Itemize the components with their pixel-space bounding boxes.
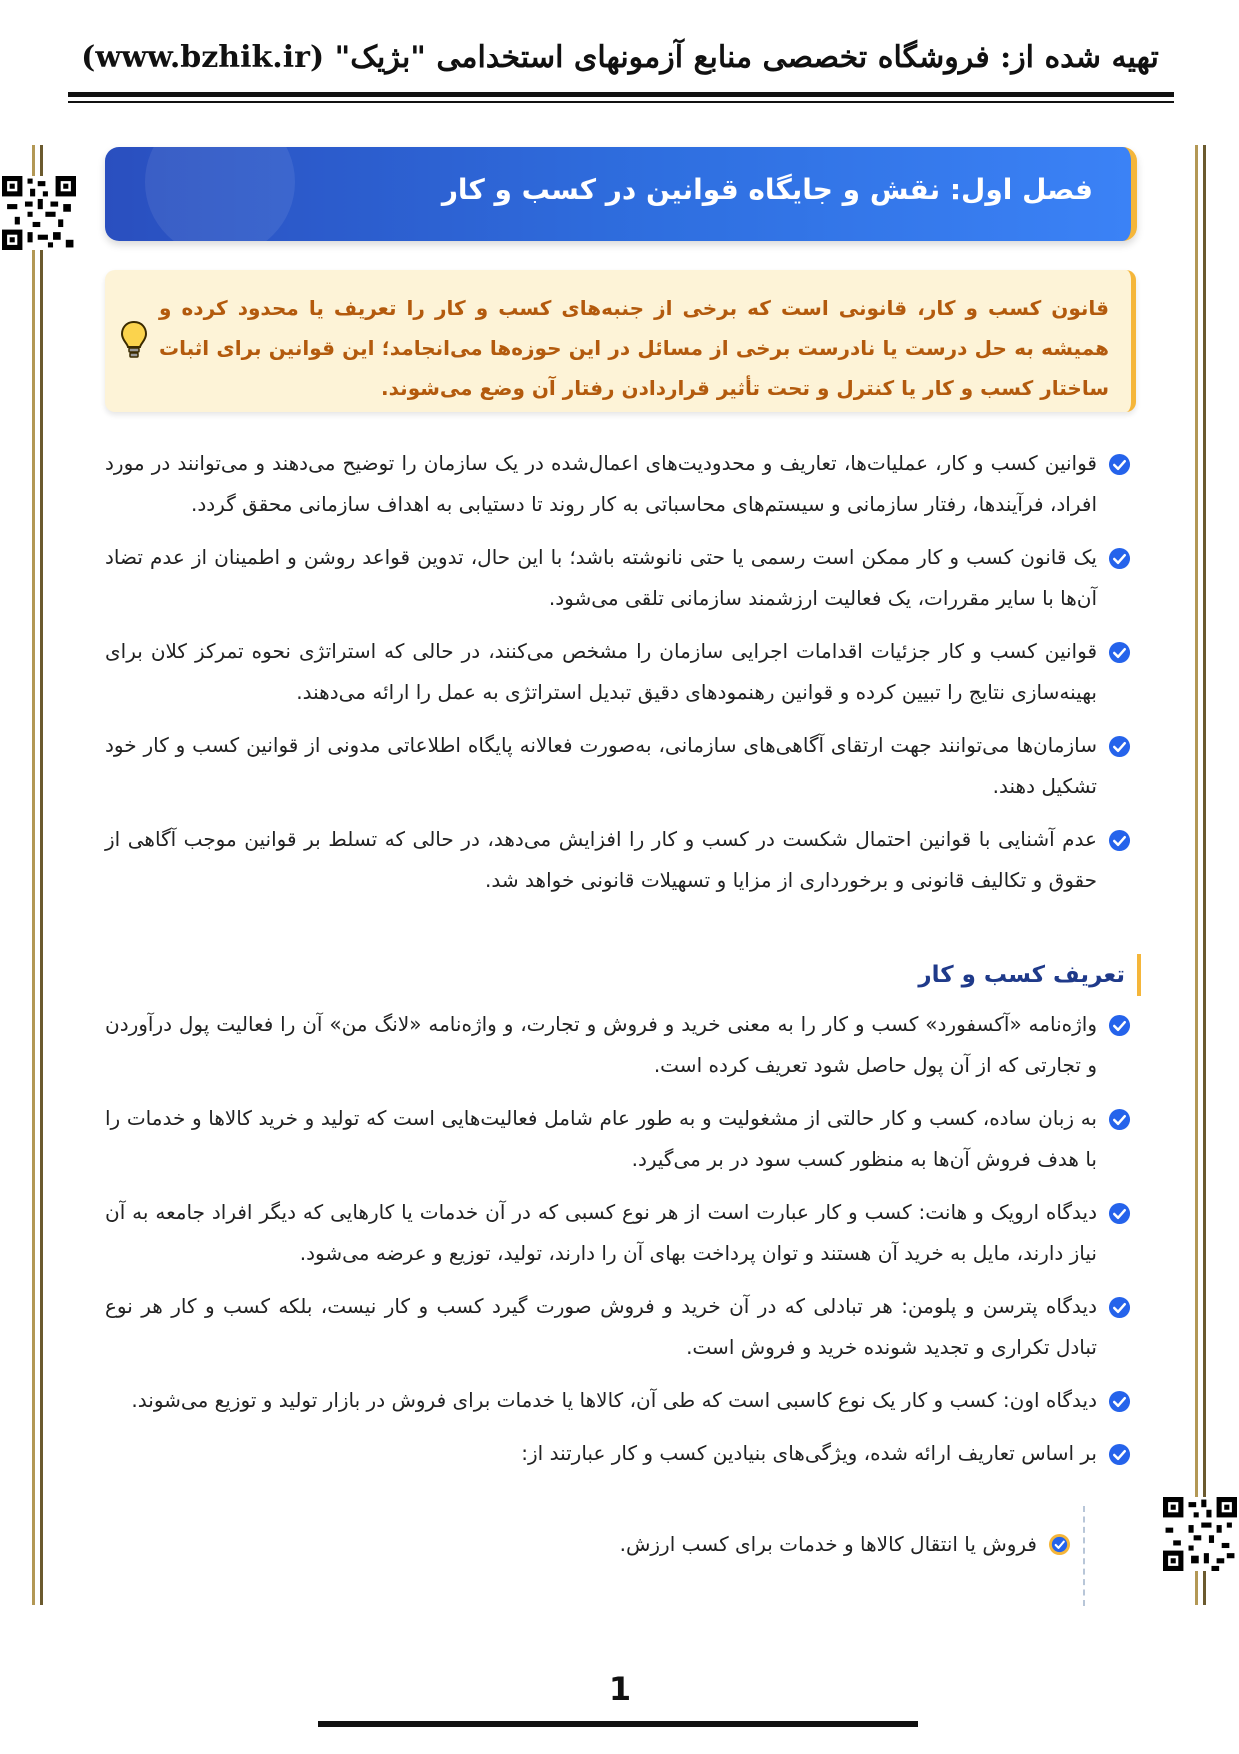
- list-item: [105, 1004, 1131, 1086]
- qr-code-icon: [1163, 1497, 1237, 1571]
- list-item-text: واژه‌نامه «آکسفورد» کسب و کار را به معنی خرید و فروش و تجارت، و واژه‌نامه «لانگ من» آن را فعالیت پول درآوردن و تجارتی که از آن پول حاصل شود تعریف کرده است.: [105, 1012, 1097, 1077]
- intro-bullet-list: [105, 443, 1131, 913]
- check-circle-icon: [1108, 1202, 1131, 1225]
- list-item-text: بر اساس تعاریف ارائه شده، ویژگی‌های بنیادین کسب و کار عبارتند از:: [521, 1441, 1097, 1465]
- list-item-text: دیدگاه اون: کسب و کار یک نوع کاسبی است که طی آن، کالاها یا خدمات برای فروش در بازار تولید و توزیع می‌شوند.: [131, 1388, 1097, 1412]
- sub-list-guide-line: [1083, 1506, 1085, 1606]
- note-callout: [105, 270, 1136, 412]
- check-circle-icon: [1108, 1014, 1131, 1037]
- check-circle-icon: [1108, 829, 1131, 852]
- list-item-text: به زبان ساده، کسب و کار حالتی از مشغولیت و به طور عام شامل فعالیت‌هایی است که تولید و خرید کالاها و خدمات را با هدف فروش آن‌ها به منظور کسب سود در بر می‌گیرد.: [105, 1106, 1097, 1171]
- chapter-title: فصل اول: نقش و جایگاه قوانین در کسب و کار: [441, 173, 1093, 206]
- list-item: [105, 819, 1131, 901]
- check-circle-icon: [1108, 1390, 1131, 1413]
- sub-list-item-text: فروش یا انتقال کالاها و خدمات برای کسب ارزش.: [619, 1532, 1037, 1556]
- list-item: [105, 631, 1131, 713]
- check-circle-icon: [1108, 547, 1131, 570]
- header-rule: [68, 92, 1174, 97]
- list-item: [105, 1433, 1131, 1474]
- check-circle-icon: [1108, 641, 1131, 664]
- definition-bullet-list: [105, 1004, 1131, 1486]
- list-item: [105, 1098, 1131, 1180]
- page-header-title: تهیه شده از: فروشگاه تخصصی منابع آزمونهای استخدامی "بژیک" (www.bzhik.ir): [81, 40, 1159, 75]
- list-item: [105, 537, 1131, 619]
- qr-code-icon: [2, 176, 76, 250]
- list-item-text: عدم آشنایی با قوانین احتمال شکست در کسب و کار را افزایش می‌دهد، در حالی که تسلط بر قوانین موجب آگاهی از حقوق و تکالیف قانونی و برخورداری از مزایا و تسهیلات قانونی خواهد شد.: [105, 827, 1097, 892]
- list-item: [105, 1192, 1131, 1274]
- list-item: [105, 443, 1131, 525]
- check-circle-icon: [1108, 1108, 1131, 1131]
- list-item: [105, 1380, 1131, 1421]
- check-circle-icon: [1108, 1443, 1131, 1466]
- chapter-banner: [105, 147, 1137, 241]
- list-item-text: دیدگاه پترسن و پلومن: هر تبادلی که در آن خرید و فروش صورت گیرد کسب و کار نیست، بلکه کسب و کار هر نوع تبادل تکراری و تجدید شونده خرید و فروش است.: [105, 1294, 1097, 1359]
- list-item-text: سازمان‌ها می‌توانند جهت ارتقای آگاهی‌های سازمانی، به‌صورت فعالانه پایگاه اطلاعاتی مدونی از قوانین کسب و کار خود تشکیل دهند.: [105, 733, 1097, 798]
- check-circle-icon: [1108, 1296, 1131, 1319]
- list-item-text: قوانین کسب و کار جزئیات اقدامات اجرایی سازمان را مشخص می‌کنند، در حالی که استراتژی نحوه تمرکز کلان برای بهینه‌سازی نتایج را تبیین کرده و قوانین رهنمودهای دقیق تبدیل استراتژی به عمل را ارائه می‌دهند.: [105, 639, 1097, 704]
- right-border-decoration: [1193, 145, 1209, 1605]
- note-text: قانون کسب و کار، قانونی است که برخی از جنبه‌های کسب و کار را تعریف یا محدود کرده و همیشه به حل درست یا نادرست برخی از مسائل در این حوزه‌ها می‌انجامد؛ این قوانین برای اثبات ساختار کسب و کار یا کنترل و تحت تأثیر قراردادن رفتار آن وضع می‌شوند.: [159, 296, 1109, 400]
- list-item: [105, 725, 1131, 807]
- list-item: [105, 1286, 1131, 1368]
- check-circle-icon: [1108, 735, 1131, 758]
- check-circle-icon: [1048, 1533, 1071, 1556]
- left-border-decoration: [30, 145, 46, 1605]
- page-number: 1: [608, 1670, 632, 1708]
- header-rule-thin: [68, 101, 1174, 103]
- list-item-text: دیدگاه ارویک و هانت: کسب و کار عبارت است از هر نوع کسبی که در آن خدمات یا کارهایی که دیگر افراد جامعه به آن نیاز دارند، مایل به خرید آن هستند و توان پرداخت بهای آن را دارند، تولید، توزیع و عرضه می‌شود.: [105, 1200, 1097, 1265]
- banner-glow-decoration: [145, 147, 295, 241]
- lightbulb-icon: [119, 320, 149, 360]
- list-item-text: یک قانون کسب و کار ممکن است رسمی یا حتی نانوشته باشد؛ با این حال، تدوین قواعد روشن و اطمینان از عدم تضاد آن‌ها با سایر مقررات، یک فعالیت ارزشمند سازمانی تلقی می‌شود.: [105, 545, 1097, 610]
- section-heading: تعریف کسب و کار: [918, 954, 1141, 996]
- list-item-text: قوانین کسب و کار، عملیات‌ها، تعاریف و محدودیت‌های اعمال‌شده در یک سازمان را توضیح می‌دهند و می‌توانند در مورد افراد، فرآیندها، رفتار سازمانی و سیستم‌های محاسباتی به کار روند تا دستیابی به اهداف سازمانی محقق گردد.: [105, 451, 1097, 516]
- footer-rule: [318, 1721, 918, 1727]
- sub-list-item: [337, 1524, 1071, 1564]
- check-circle-icon: [1108, 453, 1131, 476]
